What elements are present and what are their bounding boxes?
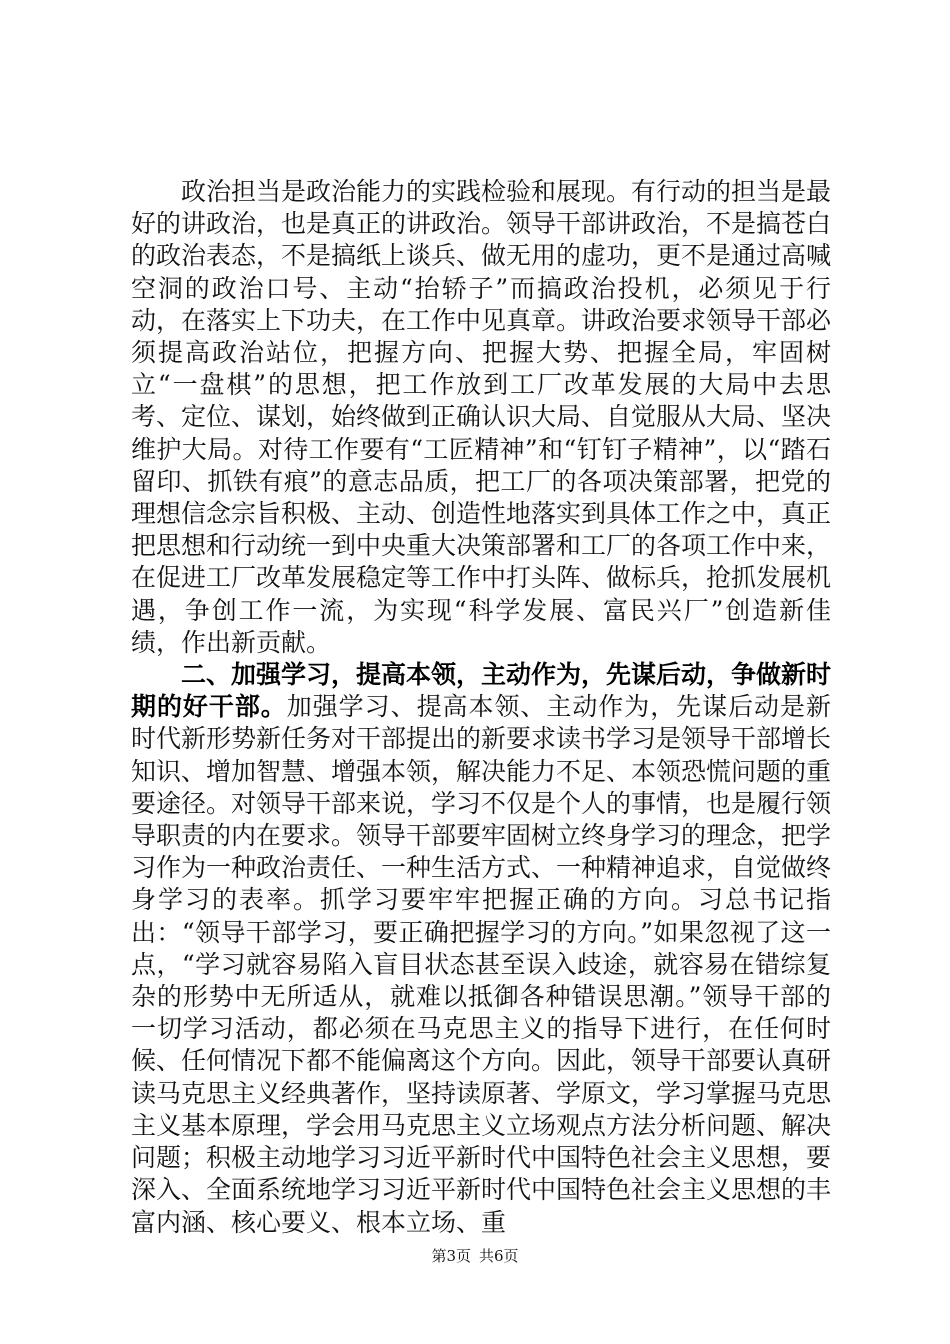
paragraph-learning bbox=[131, 659, 831, 1239]
paragraph-learning-body: 加强学习、提高本领、主动作为，先谋后动是新时代新形势新任务对干部提出的新要求读书学习是领导干部增长知识、增加智慧、增强本领，解决能力不足、本领恐慌问题的重要途径。对领导干部来说，学习不仅是个人的事情，也是履行领导职责的内在要求。领导干部要牢固树立终身学习的理念，把学习作为一种政治责任、一种生活方式、一种精神追求，自觉做终身学习的表率。抓学习要牢牢把握正确的方向。习总书记指出：“领导干部学习，要正确把握学习的方向。”如果忽视了这一点，“学习就容易陷入盲目状态甚至误入歧途，就容易在错综复杂的形势中无所适从，就难以抵御各种错误思潮。”领导干部的一切学习活动，都必须在马克思主义的指导下进行，在任何时候、任何情况下都不能偏离这个方向。因此，领导干部要认真研读马克思主义经典著作，坚持读原著、学原文，学习掌握马克思主义基本原理，学会用马克思主义立场观点方法分析问题、解决问题；积极主动地学习习近平新时代中国特色社会主义思想，要深入、全面系统地学习习近平新时代中国特色社会主义思想的丰富内涵、核心要义、根本立场、重 bbox=[131, 692, 832, 1237]
document-body bbox=[131, 176, 831, 1239]
page-footer bbox=[0, 1245, 950, 1266]
section-heading-2: 二、加强学习，提高本领，主动作为，先谋后动，争做新时期的好干部。 bbox=[131, 660, 832, 722]
page-total: 共6页 bbox=[479, 1247, 519, 1265]
paragraph-political-responsibility: 政治担当是政治能力的实践检验和展现。有行动的担当是最好的讲政治，也是真正的讲政治。领导干部讲政治，不是搞苍白的政治表态，不是搞纸上谈兵、做无用的虚功，更不是通过高喊空洞的政治口号、主动“抬轿子”而搞政治投机，必须见于行动，在落实上下功夫，在工作中见真章。讲政治要求领导干部必须提高政治站位，把握方向、把握大势、把握全局，牢固树立“一盘棋”的思想，把工作放到工厂改革发展的大局中去思考、定位、谋划，始终做到正确认识大局、自觉服从大局、坚决维护大局。对待工作要有“工匠精神”和“钉钉子精神”，以“踏石留印、抓铁有痕”的意志品质，把工厂的各项决策部署，把党的理想信念宗旨积极、主动、创造性地落实到具体工作之中，真正把思想和行动统一到中央重大决策部署和工厂的各项工作中来，在促进工厂改革发展稳定等工作中打头阵、做标兵，抢抓发展机遇，争创工作一流，为实现“科学发展、富民兴厂”创造新佳绩，作出新贡献。 bbox=[131, 177, 832, 657]
page-number: 第3页 bbox=[431, 1247, 471, 1265]
